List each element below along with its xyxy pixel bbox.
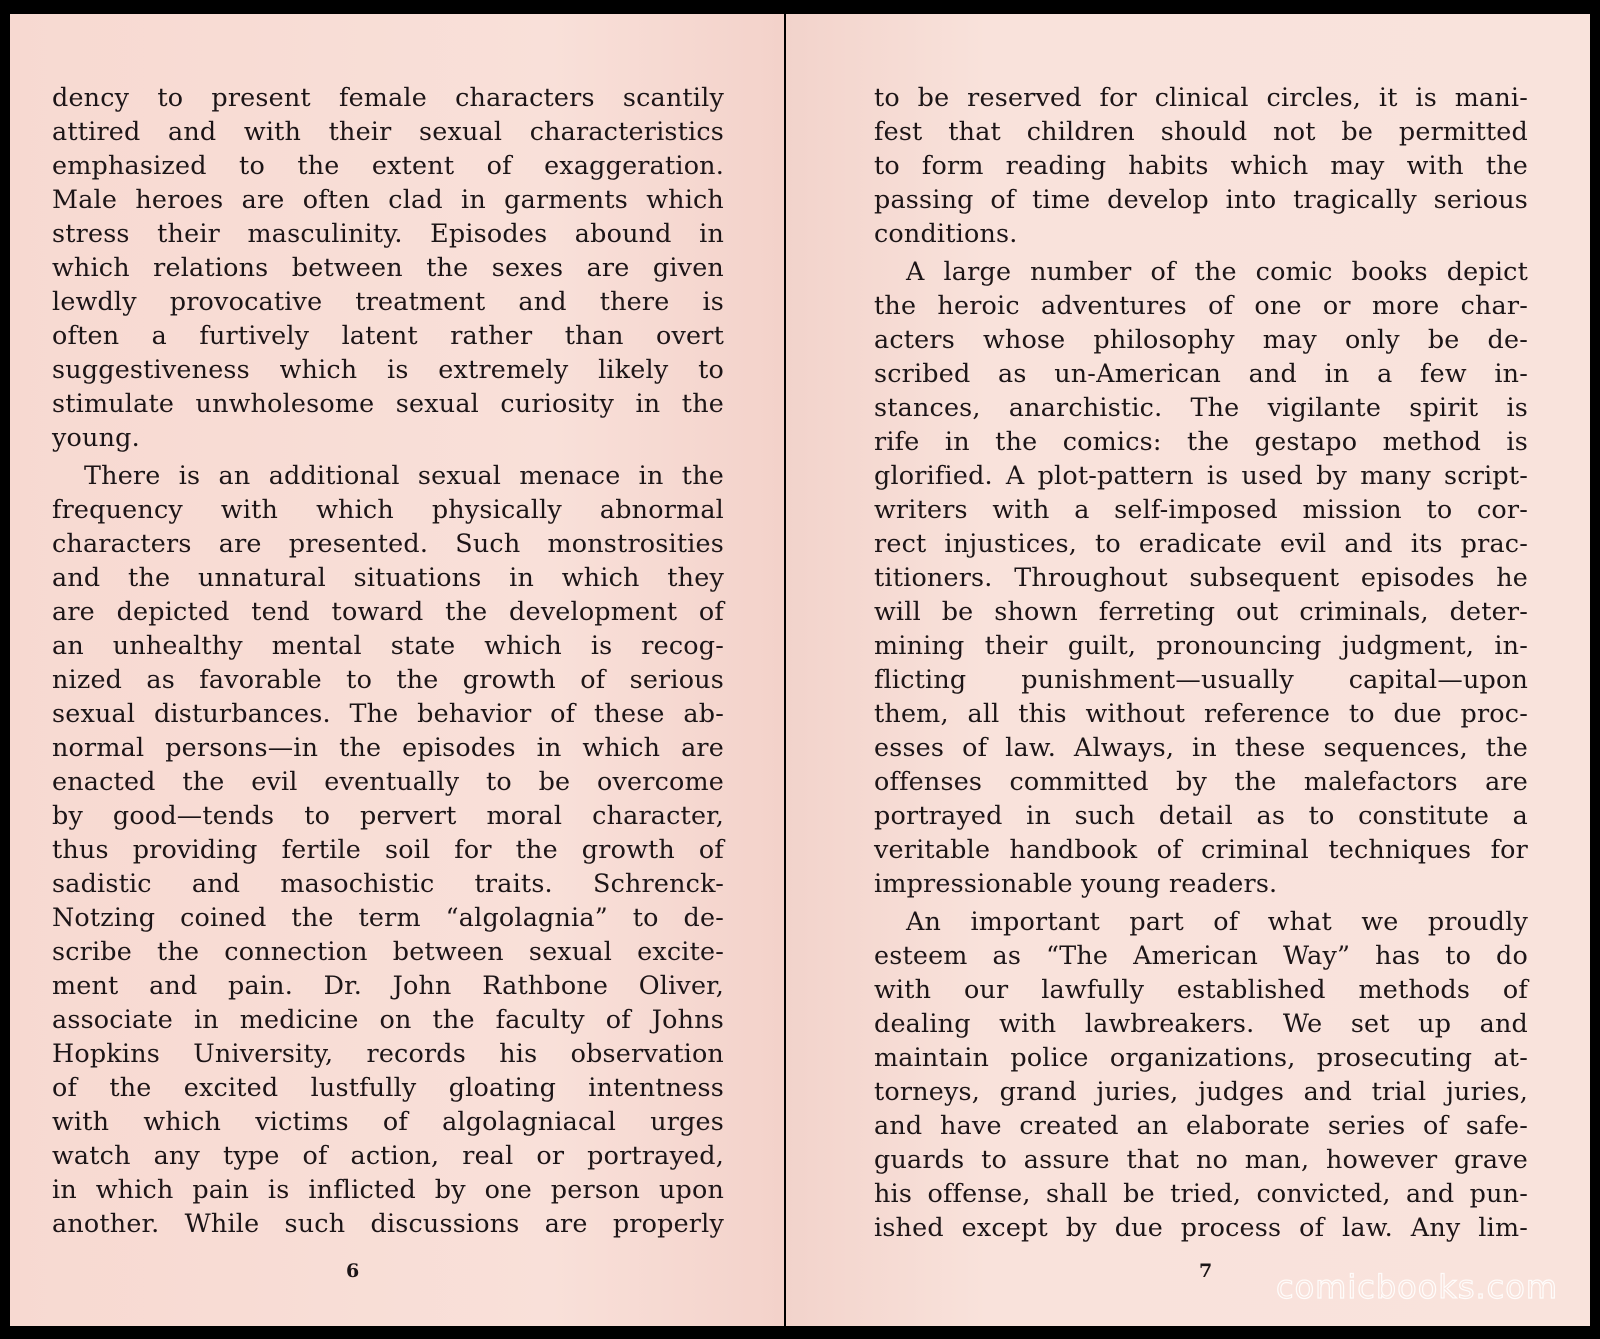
text-line: attired and with their sexual characteristics	[52, 116, 724, 146]
text-line: offenses committed by the malefactors are	[874, 766, 1528, 796]
right-page-text	[874, 80, 1528, 1244]
text-line: are depicted tend toward the development of	[52, 596, 724, 626]
left-paragraph-2	[52, 458, 724, 1240]
text-line: and the unnatural situations in which they	[52, 562, 724, 592]
text-line: sadistic and masochistic traits. Schrenck-	[52, 868, 724, 898]
text-line: characters are presented. Such monstrosities	[52, 528, 724, 558]
text-line: the heroic adventures of one or more char-	[874, 290, 1528, 320]
text-line: passing of time develop into tragically serious	[874, 184, 1528, 214]
text-line: will be shown ferreting out criminals, deter-	[874, 596, 1528, 626]
text-line: to be reserved for clinical circles, it is mani-	[874, 82, 1528, 112]
text-line: Notzing coined the term “algolagnia” to de-	[52, 902, 724, 932]
text-line: lewdly provocative treatment and there is	[52, 286, 724, 316]
text-line: esteem as “The American Way” has to do	[874, 940, 1528, 970]
text-line: normal persons—in the episodes in which are	[52, 732, 724, 762]
text-line: stress their masculinity. Episodes abound in	[52, 218, 724, 248]
text-line: scribe the connection between sexual excite-	[52, 936, 724, 966]
text-line: enacted the evil eventually to be overcome	[52, 766, 724, 796]
text-line: scribed as un-American and in a few in-	[874, 358, 1528, 388]
text-line: thus providing fertile soil for the growth of	[52, 834, 724, 864]
text-line: his offense, shall be tried, convicted, and pun-	[874, 1178, 1528, 1208]
text-line: watch any type of action, real or portrayed,	[52, 1140, 724, 1170]
text-line: flicting punishment—usually capital—upon	[874, 664, 1528, 694]
text-line: There is an additional sexual menace in the	[84, 460, 724, 490]
text-line: esses of law. Always, in these sequences, the	[874, 732, 1528, 762]
text-line: writers with a self-imposed mission to cor-	[874, 494, 1528, 524]
left-page	[10, 14, 784, 1326]
book-spread	[10, 14, 1590, 1326]
text-line: A large number of the comic books depict	[906, 256, 1528, 286]
text-line: dency to present female characters scantily	[52, 82, 724, 112]
text-line: and have created an elaborate series of safe-	[874, 1110, 1528, 1140]
text-line: with our lawfully established methods of	[874, 974, 1528, 1004]
text-line: frequency with which physically abnormal	[52, 494, 724, 524]
text-line: titioners. Throughout subsequent episodes he	[874, 562, 1528, 592]
text-line: An important part of what we proudly	[906, 906, 1528, 936]
text-line: with which victims of algolagniacal urges	[52, 1106, 724, 1136]
text-line: suggestiveness which is extremely likely to	[52, 354, 724, 384]
text-line: to form reading habits which may with the	[874, 150, 1528, 180]
text-line: conditions.	[874, 218, 1018, 248]
text-line: glorified. A plot-pattern is used by many script-	[874, 460, 1528, 490]
text-line: sexual disturbances. The behavior of these ab-	[52, 698, 724, 728]
text-line: dealing with lawbreakers. We set up and	[874, 1008, 1528, 1038]
text-line: acters whose philosophy may only be de-	[874, 324, 1528, 354]
page-number-right: 7	[1199, 1260, 1213, 1282]
text-line: ished except by due process of law. Any lim-	[874, 1212, 1528, 1242]
left-page-text	[52, 80, 724, 1240]
text-line: portrayed in such detail as to constitute a	[874, 800, 1528, 830]
right-paragraph-3	[874, 904, 1528, 1244]
right-paragraph-2	[874, 254, 1528, 900]
text-line: often a furtively latent rather than overt	[52, 320, 724, 350]
text-line: Hopkins University, records his observation	[52, 1038, 724, 1068]
left-paragraph-1	[52, 80, 724, 454]
text-line: impressionable young readers.	[874, 868, 1278, 898]
text-line: them, all this without reference to due proc-	[874, 698, 1528, 728]
text-line: guards to assure that no man, however grave	[874, 1144, 1528, 1174]
text-line: an unhealthy mental state which is recog-	[52, 630, 724, 660]
text-line: which relations between the sexes are given	[52, 252, 724, 282]
right-paragraph-1	[874, 80, 1528, 250]
text-line: rect injustices, to eradicate evil and its prac-	[874, 528, 1528, 558]
text-line: nized as favorable to the growth of serious	[52, 664, 724, 694]
text-line: associate in medicine on the faculty of Johns	[52, 1004, 724, 1034]
text-line: stances, anarchistic. The vigilante spirit is	[874, 392, 1528, 422]
text-line: rife in the comics: the gestapo method is	[874, 426, 1528, 456]
text-line: of the excited lustfully gloating intentness	[52, 1072, 724, 1102]
text-line: Male heroes are often clad in garments which	[52, 184, 724, 214]
text-line: young.	[52, 422, 140, 452]
text-line: mining their guilt, pronouncing judgment, in-	[874, 630, 1528, 660]
text-line: in which pain is inflicted by one person upon	[52, 1174, 724, 1204]
text-line: maintain police organizations, prosecuting at-	[874, 1042, 1528, 1072]
text-line: another. While such discussions are properly	[52, 1208, 724, 1238]
page-number-left: 6	[346, 1260, 360, 1282]
text-line: veritable handbook of criminal techniques for	[874, 834, 1528, 864]
text-line: torneys, grand juries, judges and trial juries,	[874, 1076, 1528, 1106]
text-line: by good—tends to pervert moral character,	[52, 800, 724, 830]
text-line: stimulate unwholesome sexual curiosity in the	[52, 388, 724, 418]
text-line: fest that children should not be permitted	[874, 116, 1528, 146]
text-line: emphasized to the extent of exaggeration.	[52, 150, 724, 180]
watermark: comicbooks.com	[1275, 1268, 1558, 1306]
right-page	[786, 14, 1590, 1326]
text-line: ment and pain. Dr. John Rathbone Oliver,	[52, 970, 724, 1000]
